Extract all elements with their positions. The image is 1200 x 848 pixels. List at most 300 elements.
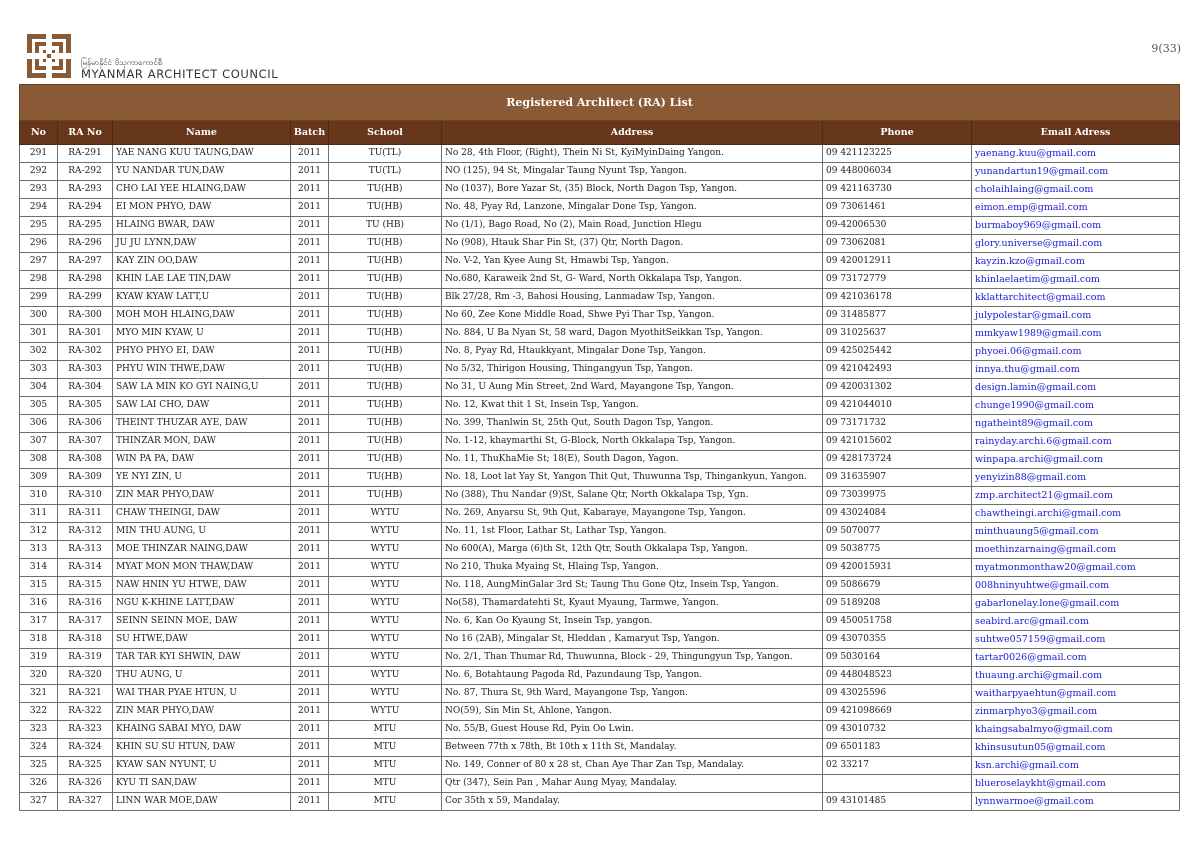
cell-no: 311: [20, 505, 58, 523]
cell-no: 301: [20, 325, 58, 343]
table-body: [20, 145, 1180, 811]
cell-phone: 09 421042493: [823, 361, 972, 379]
cell-batch: 2011: [291, 541, 329, 559]
cell-phone: 09 428173724: [823, 451, 972, 469]
cell-batch: 2011: [291, 559, 329, 577]
table-row: [20, 685, 1180, 703]
column-header-phone: Phone: [823, 121, 972, 145]
cell-address: No.680, Karaweik 2nd St, G- Ward, North Okkalapa Tsp, Yangon.: [442, 271, 823, 289]
cell-batch: 2011: [291, 415, 329, 433]
cell-email[interactable]: ngatheint89@gmail.com: [972, 415, 1180, 433]
cell-phone: 09 5038775: [823, 541, 972, 559]
cell-name: KHAING SABAI MYO, DAW: [113, 721, 291, 739]
cell-email[interactable]: zinmarphyo3@gmail.com: [972, 703, 1180, 721]
cell-no: 298: [20, 271, 58, 289]
column-header-no: No: [20, 121, 58, 145]
cell-school: MTU: [329, 775, 442, 793]
cell-phone: 09 31025637: [823, 325, 972, 343]
cell-school: MTU: [329, 739, 442, 757]
cell-email[interactable]: moethinzarnaing@gmail.com: [972, 541, 1180, 559]
cell-name: THINZAR MON, DAW: [113, 433, 291, 451]
cell-ra-no: RA-313: [58, 541, 113, 559]
table-row: [20, 361, 1180, 379]
cell-batch: 2011: [291, 235, 329, 253]
council-logo-icon: [26, 33, 72, 79]
ra-list-table-container: [19, 84, 1179, 811]
cell-phone: 09 421015602: [823, 433, 972, 451]
table-row: [20, 667, 1180, 685]
cell-phone: 09 450051758: [823, 613, 972, 631]
column-header-address: Address: [442, 121, 823, 145]
cell-email[interactable]: khinsusutun05@gmail.com: [972, 739, 1180, 757]
cell-ra-no: RA-326: [58, 775, 113, 793]
cell-ra-no: RA-318: [58, 631, 113, 649]
cell-batch: 2011: [291, 289, 329, 307]
cell-name: CHAW THEINGI, DAW: [113, 505, 291, 523]
cell-phone: 09 73062081: [823, 235, 972, 253]
cell-ra-no: RA-315: [58, 577, 113, 595]
column-header-ra-no: RA No: [58, 121, 113, 145]
cell-email[interactable]: blueroselaykht@gmail.com: [972, 775, 1180, 793]
cell-school: MTU: [329, 721, 442, 739]
table-row: [20, 145, 1180, 163]
cell-phone: 09 421044010: [823, 397, 972, 415]
cell-email[interactable]: yenyizin88@gmail.com: [972, 469, 1180, 487]
table-row: [20, 721, 1180, 739]
cell-ra-no: RA-312: [58, 523, 113, 541]
cell-no: 313: [20, 541, 58, 559]
cell-school: TU(HB): [329, 307, 442, 325]
cell-no: 317: [20, 613, 58, 631]
cell-email[interactable]: chawtheingi.archi@gmail.com: [972, 505, 1180, 523]
cell-batch: 2011: [291, 775, 329, 793]
cell-school: TU(HB): [329, 253, 442, 271]
cell-name: HLAING BWAR, DAW: [113, 217, 291, 235]
org-name-english: MYANMAR ARCHITECT COUNCIL: [81, 67, 279, 81]
cell-name: JU JU LYNN,DAW: [113, 235, 291, 253]
cell-ra-no: RA-301: [58, 325, 113, 343]
cell-school: TU(TL): [329, 163, 442, 181]
cell-name: NAW HNIN YU HTWE, DAW: [113, 577, 291, 595]
table-row: [20, 397, 1180, 415]
cell-email[interactable]: chunge1990@gmail.com: [972, 397, 1180, 415]
table-header-row: [20, 121, 1180, 145]
cell-school: WYTU: [329, 523, 442, 541]
cell-school: WYTU: [329, 577, 442, 595]
cell-address: No. 87, Thura St, 9th Ward, Mayangone Tsp, Yangon.: [442, 685, 823, 703]
cell-phone: 09 448006034: [823, 163, 972, 181]
table-row: [20, 613, 1180, 631]
cell-no: 293: [20, 181, 58, 199]
cell-address: Blk 27/28, Rm -3, Bahosi Housing, Lanmadaw Tsp, Yangon.: [442, 289, 823, 307]
cell-phone: 09 43025596: [823, 685, 972, 703]
cell-no: 297: [20, 253, 58, 271]
cell-name: KAY ZIN OO,DAW: [113, 253, 291, 271]
cell-no: 291: [20, 145, 58, 163]
cell-school: WYTU: [329, 631, 442, 649]
cell-address: No 16 (2AB), Mingalar St, Hleddan , Kamaryut Tsp, Yangon.: [442, 631, 823, 649]
table-row: [20, 793, 1180, 811]
cell-phone: 09-42006530: [823, 217, 972, 235]
cell-ra-no: RA-294: [58, 199, 113, 217]
cell-ra-no: RA-314: [58, 559, 113, 577]
cell-no: 304: [20, 379, 58, 397]
cell-school: TU(HB): [329, 235, 442, 253]
cell-ra-no: RA-324: [58, 739, 113, 757]
cell-batch: 2011: [291, 613, 329, 631]
cell-school: TU(HB): [329, 181, 442, 199]
cell-ra-no: RA-319: [58, 649, 113, 667]
cell-no: 306: [20, 415, 58, 433]
cell-ra-no: RA-298: [58, 271, 113, 289]
cell-batch: 2011: [291, 451, 329, 469]
cell-name: YE NYI ZIN, U: [113, 469, 291, 487]
cell-address: No 210, Thuka Myaing St, Hlaing Tsp, Yangon.: [442, 559, 823, 577]
cell-no: 296: [20, 235, 58, 253]
cell-school: TU(HB): [329, 289, 442, 307]
cell-address: No. 11, 1st Floor, Lathar St, Lathar Tsp, Yangon.: [442, 523, 823, 541]
cell-school: WYTU: [329, 595, 442, 613]
cell-no: 327: [20, 793, 58, 811]
cell-name: MOH MOH HLAING,DAW: [113, 307, 291, 325]
cell-address: No. 18, Loot lat Yay St, Yangon Thit Qut, Thuwunna Tsp, Thingankyun, Yangon.: [442, 469, 823, 487]
table-row: [20, 379, 1180, 397]
column-header-email: Email Adress: [972, 121, 1180, 145]
table-row: [20, 595, 1180, 613]
cell-email[interactable]: tartar0026@gmail.com: [972, 649, 1180, 667]
cell-name: NGU K-KHINE LATT,DAW: [113, 595, 291, 613]
cell-school: TU(HB): [329, 487, 442, 505]
table-row: [20, 181, 1180, 199]
cell-batch: 2011: [291, 469, 329, 487]
table-row: [20, 217, 1180, 235]
cell-school: WYTU: [329, 685, 442, 703]
cell-name: SAW LAI CHO, DAW: [113, 397, 291, 415]
cell-email[interactable]: winpapa.archi@gmail.com: [972, 451, 1180, 469]
cell-phone: 09 420015931: [823, 559, 972, 577]
cell-address: No(58), Thamardatehti St, Kyaut Myaung, Tarmwe, Yangon.: [442, 595, 823, 613]
cell-phone: 09 73061461: [823, 199, 972, 217]
cell-phone: 09 73172779: [823, 271, 972, 289]
cell-address: No. 6, Kan Oo Kyaung St, Insein Tsp, yangon.: [442, 613, 823, 631]
cell-address: No. 2/1, Than Thumar Rd, Thuwunna, Block - 29, Thingungyun Tsp, Yangon.: [442, 649, 823, 667]
table-row: [20, 343, 1180, 361]
cell-batch: 2011: [291, 181, 329, 199]
cell-ra-no: RA-309: [58, 469, 113, 487]
table-row: [20, 163, 1180, 181]
cell-address: No. 399, Thanlwin St, 25th Qut, South Dagon Tsp, Yangon.: [442, 415, 823, 433]
cell-school: WYTU: [329, 703, 442, 721]
ra-list-table: [19, 84, 1180, 811]
cell-phone: 09 43101485: [823, 793, 972, 811]
cell-phone: 09 421098669: [823, 703, 972, 721]
cell-school: WYTU: [329, 667, 442, 685]
table-row: [20, 775, 1180, 793]
cell-no: 302: [20, 343, 58, 361]
cell-address: NO (125), 94 St, Mingalar Taung Nyunt Tsp, Yangon.: [442, 163, 823, 181]
cell-email[interactable]: gabarlonelay.lone@gmail.com: [972, 595, 1180, 613]
table-row: [20, 199, 1180, 217]
cell-address: Qtr (347), Sein Pan , Mahar Aung Myay, Mandalay.: [442, 775, 823, 793]
cell-email[interactable]: suhtwe057159@gmail.com: [972, 631, 1180, 649]
cell-no: 316: [20, 595, 58, 613]
table-row: [20, 757, 1180, 775]
cell-phone: 09 73039975: [823, 487, 972, 505]
cell-email[interactable]: burmaboy969@gmail.com: [972, 217, 1180, 235]
cell-phone: [823, 775, 972, 793]
cell-email[interactable]: glory.universe@gmail.com: [972, 235, 1180, 253]
cell-ra-no: RA-296: [58, 235, 113, 253]
cell-batch: 2011: [291, 163, 329, 181]
table-row: [20, 739, 1180, 757]
cell-email[interactable]: yunandartun19@gmail.com: [972, 163, 1180, 181]
cell-ra-no: RA-308: [58, 451, 113, 469]
cell-batch: 2011: [291, 667, 329, 685]
cell-name: SAW LA MIN KO GYI NAING,U: [113, 379, 291, 397]
cell-name: KHIN SU SU HTUN, DAW: [113, 739, 291, 757]
cell-name: THEINT THUZAR AYE, DAW: [113, 415, 291, 433]
table-row: [20, 559, 1180, 577]
cell-address: No. 884, U Ba Nyan St, 58 ward, Dagon MyothitSeikkan Tsp, Yangon.: [442, 325, 823, 343]
cell-address: No 600(A), Marga (6)th St, 12th Qtr, South Okkalapa Tsp, Yangon.: [442, 541, 823, 559]
cell-address: No. 149, Conner of 80 x 28 st, Chan Aye Thar Zan Tsp, Mandalay.: [442, 757, 823, 775]
cell-ra-no: RA-317: [58, 613, 113, 631]
table-row: [20, 271, 1180, 289]
cell-address: No. 269, Anyarsu St, 9th Qut, Kabaraye, Mayangone Tsp, Yangon.: [442, 505, 823, 523]
cell-batch: 2011: [291, 793, 329, 811]
cell-phone: 09 5189208: [823, 595, 972, 613]
cell-school: MTU: [329, 793, 442, 811]
cell-name: LINN WAR MOE,DAW: [113, 793, 291, 811]
cell-email[interactable]: khinlaelaetim@gmail.com: [972, 271, 1180, 289]
cell-email[interactable]: thuaung.archi@gmail.com: [972, 667, 1180, 685]
cell-email[interactable]: 008hninyuhtwe@gmail.com: [972, 577, 1180, 595]
cell-ra-no: RA-300: [58, 307, 113, 325]
cell-address: No. 6, Botahtaung Pagoda Rd, Pazundaung Tsp, Yangon.: [442, 667, 823, 685]
cell-name: TAR TAR KYI SHWIN, DAW: [113, 649, 291, 667]
cell-school: TU(HB): [329, 451, 442, 469]
cell-ra-no: RA-321: [58, 685, 113, 703]
cell-ra-no: RA-322: [58, 703, 113, 721]
cell-name: KYU TI SAN,DAW: [113, 775, 291, 793]
cell-no: 314: [20, 559, 58, 577]
cell-phone: 09 420012911: [823, 253, 972, 271]
cell-batch: 2011: [291, 253, 329, 271]
cell-school: TU(HB): [329, 361, 442, 379]
cell-no: 319: [20, 649, 58, 667]
cell-no: 295: [20, 217, 58, 235]
cell-phone: 09 421036178: [823, 289, 972, 307]
cell-email[interactable]: waitharpyaehtun@gmail.com: [972, 685, 1180, 703]
table-row: [20, 469, 1180, 487]
cell-email[interactable]: yaenang.kuu@gmail.com: [972, 145, 1180, 163]
table-row: [20, 235, 1180, 253]
org-name-myanmar: မြန်မာနိုင်ငံ ဗိသုကာကောင်စီ: [81, 58, 163, 67]
table-row: [20, 703, 1180, 721]
cell-address: No. 118, AungMinGalar 3rd St; Taung Thu Gone Qtz, Insein Tsp, Yangon.: [442, 577, 823, 595]
cell-ra-no: RA-293: [58, 181, 113, 199]
cell-no: 325: [20, 757, 58, 775]
cell-email[interactable]: eimon.emp@gmail.com: [972, 199, 1180, 217]
cell-ra-no: RA-292: [58, 163, 113, 181]
cell-school: TU(HB): [329, 271, 442, 289]
cell-ra-no: RA-295: [58, 217, 113, 235]
table-title: Registered Architect (RA) List: [20, 85, 1180, 121]
cell-ra-no: RA-307: [58, 433, 113, 451]
cell-phone: 09 448048523: [823, 667, 972, 685]
cell-school: WYTU: [329, 505, 442, 523]
cell-no: 303: [20, 361, 58, 379]
cell-address: NO(59), Sin Min St, Ahlone, Yangon.: [442, 703, 823, 721]
cell-batch: 2011: [291, 343, 329, 361]
cell-ra-no: RA-320: [58, 667, 113, 685]
cell-phone: 09 5070077: [823, 523, 972, 541]
cell-name: KYAW SAN NYUNT, U: [113, 757, 291, 775]
cell-email[interactable]: julypolestar@gmail.com: [972, 307, 1180, 325]
cell-no: 315: [20, 577, 58, 595]
cell-batch: 2011: [291, 271, 329, 289]
cell-address: No 5/32, Thirigon Housing, Thingangyun Tsp, Yangon.: [442, 361, 823, 379]
cell-address: Cor 35th x 59, Mandalay.: [442, 793, 823, 811]
cell-ra-no: RA-297: [58, 253, 113, 271]
cell-batch: 2011: [291, 307, 329, 325]
cell-phone: 09 5030164: [823, 649, 972, 667]
cell-ra-no: RA-316: [58, 595, 113, 613]
cell-name: WAI THAR PYAE HTUN, U: [113, 685, 291, 703]
cell-batch: 2011: [291, 325, 329, 343]
cell-name: SEINN SEINN MOE, DAW: [113, 613, 291, 631]
cell-name: YAE NANG KUU TAUNG,DAW: [113, 145, 291, 163]
cell-name: ZIN MAR PHYO,DAW: [113, 703, 291, 721]
cell-email[interactable]: phyoei.06@gmail.com: [972, 343, 1180, 361]
cell-no: 312: [20, 523, 58, 541]
cell-school: TU(HB): [329, 379, 442, 397]
cell-name: MOE THINZAR NAING,DAW: [113, 541, 291, 559]
cell-no: 326: [20, 775, 58, 793]
cell-email[interactable]: myatmonmonthaw20@gmail.com: [972, 559, 1180, 577]
cell-batch: 2011: [291, 595, 329, 613]
cell-email[interactable]: design.lamin@gmail.com: [972, 379, 1180, 397]
cell-batch: 2011: [291, 523, 329, 541]
cell-phone: 09 420031302: [823, 379, 972, 397]
cell-email[interactable]: mmkyaw1989@gmail.com: [972, 325, 1180, 343]
cell-email[interactable]: kayzin.kzo@gmail.com: [972, 253, 1180, 271]
table-row: [20, 649, 1180, 667]
cell-email[interactable]: minthuaung5@gmail.com: [972, 523, 1180, 541]
cell-phone: 09 5086679: [823, 577, 972, 595]
cell-email[interactable]: cholaihlaing@gmail.com: [972, 181, 1180, 199]
cell-ra-no: RA-303: [58, 361, 113, 379]
table-row: [20, 451, 1180, 469]
table-row: [20, 577, 1180, 595]
cell-ra-no: RA-302: [58, 343, 113, 361]
cell-no: 318: [20, 631, 58, 649]
cell-school: TU(TL): [329, 145, 442, 163]
cell-address: No (908), Htauk Shar Pin St, (37) Qtr, North Dagon.: [442, 235, 823, 253]
cell-address: Between 77th x 78th, Bt 10th x 11th St, Mandalay.: [442, 739, 823, 757]
cell-name: SU HTWE,DAW: [113, 631, 291, 649]
cell-no: 299: [20, 289, 58, 307]
cell-email[interactable]: innya.thu@gmail.com: [972, 361, 1180, 379]
cell-batch: 2011: [291, 721, 329, 739]
cell-email[interactable]: rainyday.archi.6@gmail.com: [972, 433, 1180, 451]
cell-school: TU (HB): [329, 217, 442, 235]
cell-school: TU(HB): [329, 397, 442, 415]
cell-email[interactable]: ksn.archi@gmail.com: [972, 757, 1180, 775]
table-row: [20, 307, 1180, 325]
cell-no: 322: [20, 703, 58, 721]
cell-ra-no: RA-323: [58, 721, 113, 739]
cell-name: EI MON PHYO, DAW: [113, 199, 291, 217]
cell-phone: 02 33217: [823, 757, 972, 775]
cell-school: TU(HB): [329, 343, 442, 361]
cell-batch: 2011: [291, 649, 329, 667]
table-row: [20, 415, 1180, 433]
cell-email[interactable]: zmp.architect21@gmail.com: [972, 487, 1180, 505]
cell-ra-no: RA-306: [58, 415, 113, 433]
cell-phone: 09 421163730: [823, 181, 972, 199]
cell-ra-no: RA-311: [58, 505, 113, 523]
cell-address: No 28, 4th Floor, (Right), Thein Ni St, KyiMyinDaing Yangon.: [442, 145, 823, 163]
cell-batch: 2011: [291, 631, 329, 649]
cell-batch: 2011: [291, 199, 329, 217]
header: [26, 33, 426, 79]
cell-name: PHYU WIN THWE,DAW: [113, 361, 291, 379]
cell-address: No. V-2, Yan Kyee Aung St, Hmawbi Tsp, Yangon.: [442, 253, 823, 271]
cell-name: KHIN LAE LAE TIN,DAW: [113, 271, 291, 289]
cell-name: MYAT MON MON THAW,DAW: [113, 559, 291, 577]
cell-batch: 2011: [291, 505, 329, 523]
cell-address: No. 48, Pyay Rd, Lanzone, Mingalar Done Tsp, Yangon.: [442, 199, 823, 217]
cell-name: MIN THU AUNG, U: [113, 523, 291, 541]
cell-batch: 2011: [291, 217, 329, 235]
cell-phone: 09 31485877: [823, 307, 972, 325]
cell-ra-no: RA-325: [58, 757, 113, 775]
cell-school: WYTU: [329, 649, 442, 667]
table-row: [20, 253, 1180, 271]
cell-name: YU NANDAR TUN,DAW: [113, 163, 291, 181]
cell-email[interactable]: lynnwarmoe@gmail.com: [972, 793, 1180, 811]
cell-no: 321: [20, 685, 58, 703]
cell-email[interactable]: kklattarchitect@gmail.com: [972, 289, 1180, 307]
cell-no: 324: [20, 739, 58, 757]
page-number: 9(33): [1151, 42, 1181, 55]
cell-ra-no: RA-304: [58, 379, 113, 397]
cell-no: 307: [20, 433, 58, 451]
cell-no: 294: [20, 199, 58, 217]
cell-email[interactable]: khaingsabalmyo@gmail.com: [972, 721, 1180, 739]
cell-batch: 2011: [291, 577, 329, 595]
cell-ra-no: RA-299: [58, 289, 113, 307]
cell-address: No 60, Zee Kone Middle Road, Shwe Pyi Thar Tsp, Yangon.: [442, 307, 823, 325]
cell-phone: 09 43010732: [823, 721, 972, 739]
cell-no: 310: [20, 487, 58, 505]
cell-batch: 2011: [291, 739, 329, 757]
cell-no: 309: [20, 469, 58, 487]
cell-ra-no: RA-291: [58, 145, 113, 163]
cell-address: No (388), Thu Nandar (9)St, Salane Qtr, North Okkalapa Tsp, Ygn.: [442, 487, 823, 505]
cell-email[interactable]: seabird.arc@gmail.com: [972, 613, 1180, 631]
cell-school: TU(HB): [329, 433, 442, 451]
cell-batch: 2011: [291, 685, 329, 703]
table-row: [20, 289, 1180, 307]
cell-no: 320: [20, 667, 58, 685]
table-row: [20, 541, 1180, 559]
cell-name: MYO MIN KYAW, U: [113, 325, 291, 343]
cell-phone: 09 31635907: [823, 469, 972, 487]
cell-phone: 09 421123225: [823, 145, 972, 163]
cell-address: No. 55/B, Guest House Rd, Pyin Oo Lwin.: [442, 721, 823, 739]
